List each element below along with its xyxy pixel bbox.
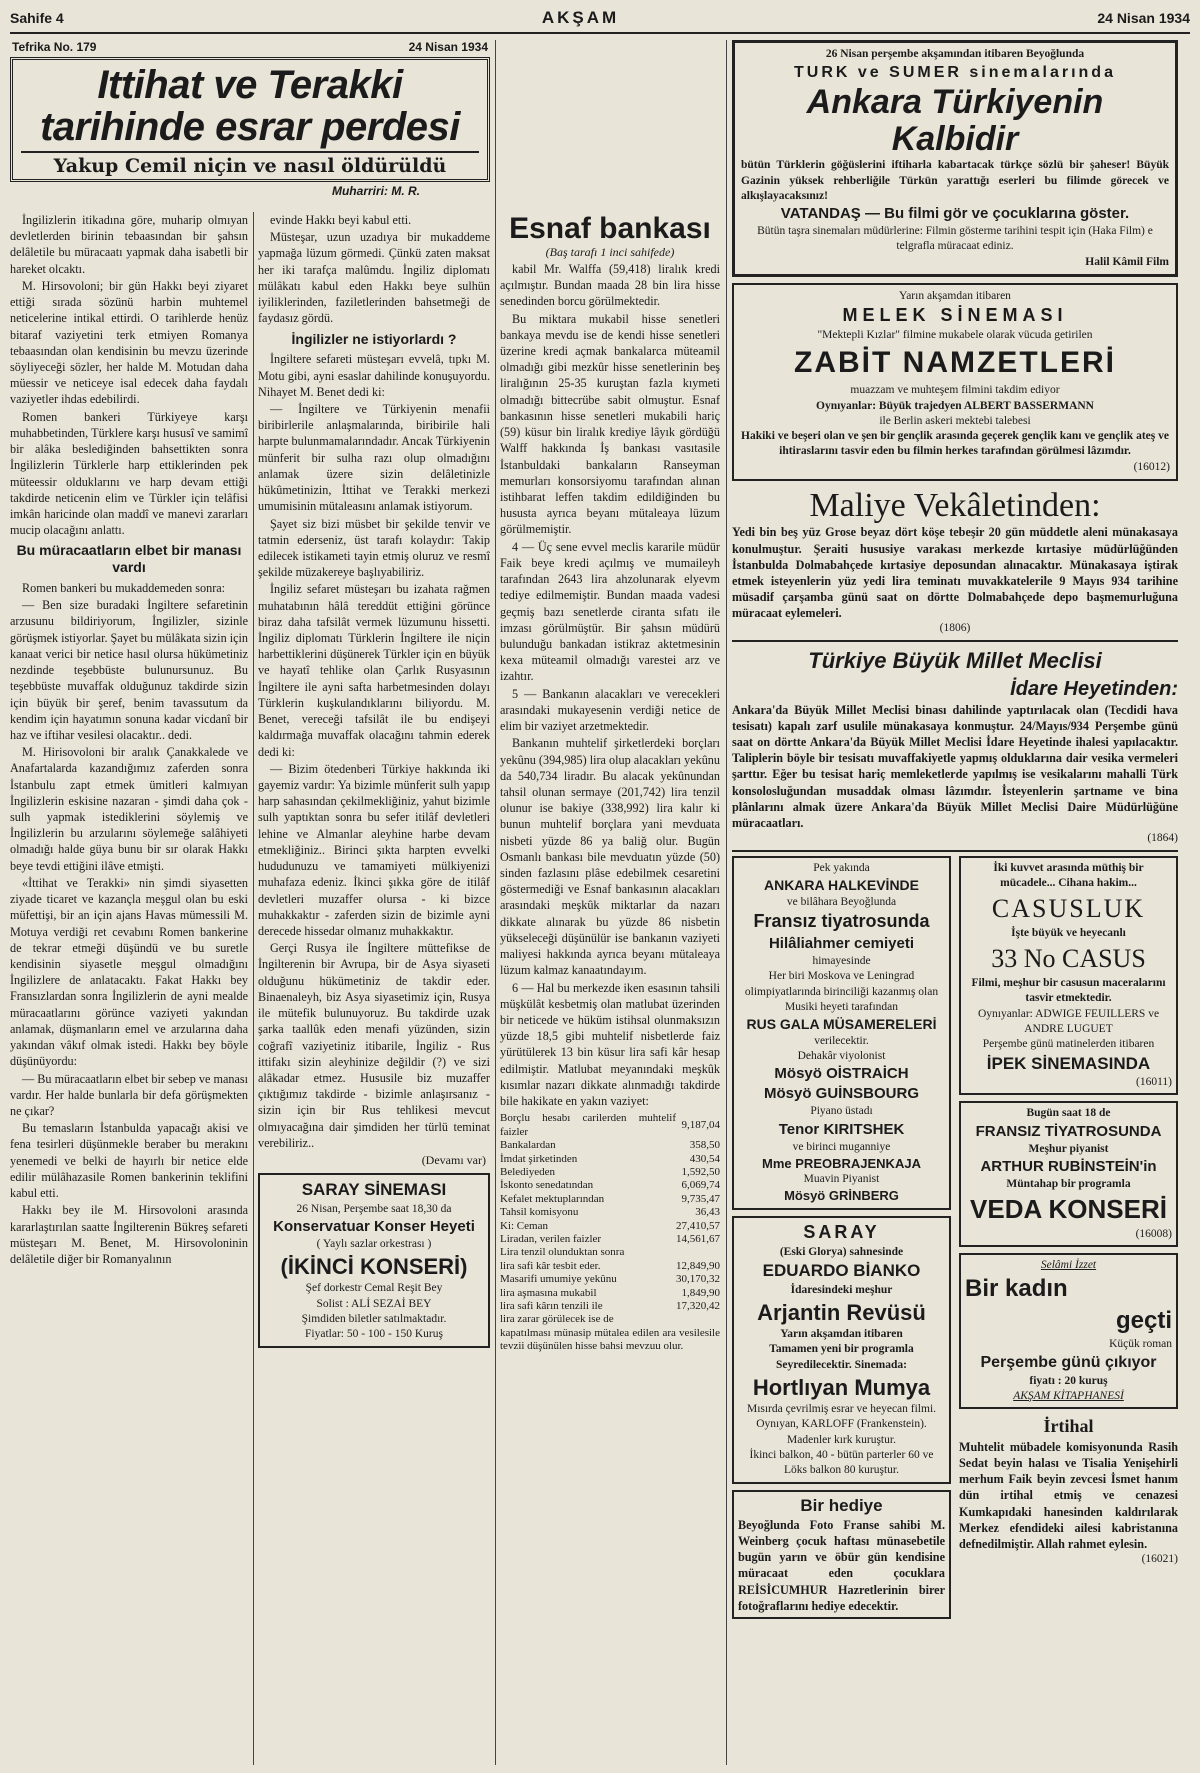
paragraph: İngiltere sefareti müsteşarı evvelâ, tıpkı M. Motu gibi, ayni esaslar dahilinde konuşuyordu. Nihayet M. Benet dedi ki: (258, 352, 490, 399)
paragraph: 5 — Bankanın alacakları ve verecekleri arasındaki mukayesenin verdiği netice de elim bir vaziyet arzetmektedir. (500, 686, 720, 734)
table-value: 6,069,74 (681, 1179, 720, 1192)
ad-film-title: Ankara Türkiyenin Kalbidir (806, 82, 1104, 158)
serial-title-box (10, 57, 490, 182)
table-row (500, 1166, 720, 1179)
table-label: lira safi kâr tesbit eder. (500, 1259, 601, 1272)
ad-code: (16011) (1136, 1076, 1172, 1089)
table-row (500, 1179, 720, 1192)
halkevi-ad (732, 856, 951, 1210)
ad-line: Meşhur piyanist (1028, 1142, 1109, 1155)
column-rule (253, 212, 254, 1765)
issue-date: 24 Nisan 1934 (1097, 10, 1190, 26)
paragraph: İngilizlerin itikadına göre, muharip olmıyan devletlerden birinin tebaasından bir şahsın delâletile bu müracaatı yapmak daha isabetli bir hareket olcaktı. (10, 213, 248, 276)
notice-text: Ankara'da Büyük Millet Meclisi binası dahilinde yaptırılacak olan (Tecdidi hava tesisatı) kapalı zarf usulile münakasaya konmuştur. 24/Mayıs/934 Perşembe günü saat on dörtte Ankara'da Büyük Millet Meclisi İdare Heyetinde ihalesi yapılacaktır. Taliplerin böyle bir tesisatı muvaffakiyetle yapmış olduklarına dair vesika vermeleri şarttır. Eğer bu tesisat hariç memleketlerde yapılmış ise vesikalarını mahalli Türk konsolosluğundan musaddak olması lâzımdır. İsteyenlerin şartname ve bina plânlarını almak üzere Ankara'da Büyük Millet Meclisi Daire Müdürlüğüne müracaatları. (732, 703, 1178, 830)
table-row (500, 1139, 720, 1152)
paragraph: — Ben size buradaki İngiltere sefaretinin arzusunu bildiriyorum, İngilizler, sizinle görüşmek istiyorlar. Şayet bu mülâkata sizin için kanaat verici bir netice hasıl olursa hükümetiniz nezdinde teşebbüste bulunursunuz. Bu teşebbüste muvaffak olduğunuz takdirde sizin için büyük bir şeref, benim tavassutum da kendim için hayatımın sonuna kadar vicdanî bir haz ve iftihar vesilesi olacaktır.. dedi. (10, 598, 248, 742)
notice-title: İrtihal (1043, 1416, 1094, 1437)
page-number: Sahife 4 (10, 10, 64, 26)
table-row (500, 1260, 720, 1273)
ad-title: MELEK SİNEMASI (842, 305, 1068, 326)
ad-line: İki kuvvet arasında müthiş bir mücadele... Cihana hakim... (993, 862, 1144, 890)
continued-note: (Devamı var) (421, 1153, 486, 1168)
paragraph: Bu temasların İstanbulda yapacağı akisi ve fena tesirleri düşünmekle beraber bu merakını yenemedi ve belki de hayırlı bir netice elde edilir mülâhazasile Romen bankerinin teklifini kabul etti. (10, 1121, 248, 1201)
paragraph: Bankanın muhtelif şirketlerdeki borçları yekûnu (394,985) lira olup alacakları yekûnu da 540,734 liradır. Bu alacak yekûnundan tahsil olunan sermaye (201,742) lira tenzil olunur ise bakiye (338,992) lira kalır ki bunun muhtelif borçlara yani mevduata nisbeti yüzde 86 ya baliğ olur. Bugün Osmanlı bankası bile mevduatın yüzde (50) sinden fazlasını plâse edebilmek cesaretini göstermediği ve Esnaf bankasının alacakları arasındaki meşkûk miktarlar da nazarı dikkate alınarak bu yüzde 86 nisbetin yükseleceği düşünülür ise bankanın vaziyeti maliyesi hakkında ayrıca beyanı mütaleaya lüzum kalmaz kanaatındayım. (500, 736, 720, 978)
ad-line: Hilâliahmer cemiyeti (768, 935, 915, 953)
ad-title: Bir hediye (800, 1495, 883, 1515)
ad-line: İkinci balkon, 40 - bütün parterler 60 ve Löks balkon 80 kuruştur. (749, 1449, 934, 1477)
veda-concert-ad (959, 1101, 1178, 1247)
serial-date: 24 Nisan 1934 (408, 40, 488, 54)
serial-subtitle: Yakup Cemil niçin ve nasıl öldürüldü (21, 151, 479, 177)
ad-line: Musiki heyeti tarafından (784, 1001, 899, 1014)
ad-line: Arjantin Revüsü (757, 1299, 926, 1325)
serial-title-line1: Ittihat ve Terakki (97, 63, 403, 107)
table-value: 17,320,42 (676, 1300, 720, 1313)
ad-line: ile Berlin askeri mektebi talebesi (879, 414, 1031, 427)
paragraph: Hakkı bey ile M. Hirsovoloni arasında kararlaştırılan saatte İngilterenin Bükreş sefareti müsteşarı M. Benet, M. Hirsovoloninin delâletile diğer bir Romanyalının (10, 1203, 248, 1266)
table-label: Masarifi umumiye yekûnu (500, 1273, 617, 1286)
table-value: 430,54 (689, 1152, 720, 1165)
saray-concert-ad (258, 1173, 490, 1348)
paragraph: İngiliz sefaret müsteşarı bu izahata rağmen muhatabının hâlâ tereddüt ettiğini görünce biraz daha tafsilât vermek lüzumunu hissetti. İngiliz diplomatı Türklerin İngiltere ile niçin harbettiklerini düşünerek Türkler için en büyük ve hayatî tehlike olan Çarlık Rusyasının İngiltere ile ayni safta harbetmesinden dolayı Türklerin kuşkulandıklarını biliyordu. M. Benet, vereceği tafsilât ile bu endişeyi kaldırmağa muvaffak olacağını tahmin ederek dedi ki: (258, 582, 490, 759)
maliye-notice (732, 487, 1178, 636)
ad-line: VEDA KONSERİ (970, 1194, 1167, 1225)
paragraph: Gerçi Rusya ile İngiltere müttefikse de İngilterenin bir Avrupa, bir de Asya siyaseti olduğunu hükümetiniz de takdir eder. Binaenaleyh, biz Asya siyasetimiz için, Rusya ile mütefik bulunuyoruz. Bu takdirde uzak şarka taallûk eden menafi yüzünden, sizin coğrafî vaziyetiniz itibarile, İngiliz - Rus ittifakı sizin aleyhinize değildir (?) ve sizi alâkadar etmez. Hususile biz muzaffer çıktığımız takdirde - bizimle anlaşırsanız - sizin için bir Rus tehlikesi mevcut olmıyacağına dair şimdiden her türlü teminat verebiliriz.. (258, 941, 490, 1150)
table-label: lira zarar görülecek ise de (500, 1313, 614, 1326)
ad-line: (İKİNCİ KONSERİ) (280, 1254, 468, 1280)
ad-line: Dehakâr viyolonist (797, 1050, 886, 1063)
notice-code: (16021) (1141, 1552, 1178, 1565)
ad-text: Beyoğlunda Foto Franse sahibi M. Weinberg çocuk haftası münasebetile bugün yarın ve öbür gün kendisine müracaat eden çocuklara REİSİCUMHUR Hazretlerinin birer fotoğraflarını hediye edecektir. (738, 1518, 945, 1613)
paragraph: Romen bankeri bu mukaddemeden sonra: (22, 580, 226, 595)
bmm-notice (732, 646, 1178, 846)
ad-line: ve bilâhara Beyoğlunda (786, 896, 897, 909)
paragraph: evinde Hakkı beyi kabul etti. (270, 213, 412, 227)
ad-title: geçti (1115, 1307, 1172, 1335)
table-row (500, 1313, 720, 1326)
ad-line: Mösyö OİSTRAİCH (774, 1065, 909, 1083)
melek-cinema-ad (732, 283, 1178, 481)
ad-line: İPEK SİNEMASINDA (986, 1053, 1151, 1073)
table-row (500, 1246, 720, 1259)
ad-line: Oynıyanlar: ADWIGE FEUILLERS ve ANDRE LUGUET (977, 1007, 1160, 1035)
ads-grid (732, 856, 1178, 1625)
ad-line: Selâmi İzzet (1040, 1259, 1097, 1272)
table-value: 12,849,90 (676, 1259, 720, 1272)
ad-line: FRANSIZ TİYATROSUNDA (975, 1122, 1162, 1140)
table-label: Belediyeden (500, 1165, 555, 1178)
paragraph: «İttihat ve Terakki» nin şimdi siyasetten ziyade ticaret ve kazançla meşgul olan bu eski müfettişi, bir an için ajans Havas mümessili M. Motuya verdiği ret cevabını Romen bankerine de tekrar etmeği düşündü ve bu suretle kendisinin siyasetle meşgul olmadığını İngilizlere de anlatacaktı. Fakat Hakkı bey Fransızlardan sonra İngilizlerin de ayni mealde müracaatlarını görünce vaziyeti yakından anlamak, düşmanların emel ve arzularına daha yakından vâkıf olmak istedi. Hakkı bey böyle düşünüyordu: (10, 875, 248, 1069)
notice-text: Yedi bin beş yüz Grose beyaz dört köşe tebeşir 20 gün müddetle aleni münakasaya konulmuştur. Şeraiti hususiye varakası merkezde kırtasiye müdürlüğünden İstanbulda Dolmabahçede kırtasiye deposundan alınacaktır. Münakasaya iştirak etmek isteyenlerin yüz yedi lira teminatı muvakkatelerile 9 Mayıs 934 tarihine müsadif çarşamba günü saat on dörtte Dolmabahçede depo başmemurluğuna müracaat eylemeleri. (732, 525, 1178, 620)
article-column-2 (258, 212, 490, 1765)
table-value: 9,187,04 (681, 1119, 720, 1132)
article-column-3 (500, 40, 720, 1765)
table-row (500, 1153, 720, 1166)
ad-line: Her biri Moskova ve Leningrad olimpiyatlarında birinciliği kazanmış olan (744, 970, 939, 998)
notice-title: Türkiye Büyük Millet Meclisi (808, 648, 1102, 674)
table-label: Ki: Ceman (500, 1219, 548, 1232)
ad-title: SARAY SİNEMASI (301, 1180, 447, 1199)
paragraph: — İngiltere ve Türkiyenin menafii biribirlerile anlaşmalarında, biribirile hali harpte bulunmamalarındadır. Ancak Türkiyenin münferit bir sulha razı olup olmadığını anlamak üzere sizin delâletinizle hükûmetinizin, İttihat ve Terakki merkezi umumisinin mütaleasını anlamak istiyorum. (258, 401, 490, 514)
ad-line: Pek yakında (813, 862, 870, 875)
ad-line: ve birinci muganniye (792, 1140, 891, 1153)
table-label: İmdat şirketinden (500, 1152, 578, 1165)
casusluk-ad (959, 856, 1178, 1095)
ad-line: AKŞAM KİTAPHANESİ (1013, 1389, 1124, 1402)
ad-line: Perşembe günü çıkıyor (980, 1354, 1157, 1372)
ad-signature: Halil Kâmil Film (1085, 255, 1169, 268)
table-row (500, 1287, 720, 1300)
ad-code: (16008) (1135, 1227, 1172, 1240)
ad-line: Tenor KIRITSHEK (778, 1120, 905, 1138)
table-row (500, 1220, 720, 1233)
hediye-ad (732, 1490, 951, 1619)
subheading: Bu müracaatların elbet bir manası vardı (16, 542, 242, 576)
ad-line: ( Yaylı sazlar orkestrası ) (316, 1237, 432, 1250)
table-label: lira safi kârın tenzili ile (500, 1300, 603, 1313)
ad-line: Müntahap bir programla (1006, 1177, 1131, 1190)
column-rule (495, 40, 496, 1765)
ad-line: 26 Nisan perşembe akşamından itibaren Beyoğlunda (825, 48, 1085, 60)
bank-article-title: Esnaf bankası (509, 212, 711, 245)
subheading: İngilizler ne istiyorlardı ? (291, 330, 457, 347)
ad-line: Şimdiden biletler satılmaktadır. (301, 1312, 447, 1325)
ad-line: Solist : ALİ SEZAİ BEY (316, 1297, 432, 1310)
notice-code: (1806) (939, 621, 971, 634)
ads-grid-right (959, 856, 1178, 1625)
table-row (500, 1233, 720, 1246)
ad-line: Yarın akşamdan itibaren (780, 1328, 903, 1341)
serial-title-line2: tarihinde esrar perdesi (40, 105, 460, 149)
notice-code: (1864) (1147, 831, 1178, 844)
article-column-1 (10, 212, 248, 1765)
table-row (500, 1206, 720, 1219)
serial-header (10, 40, 490, 200)
notice-subtitle: İdare Heyetinden: (1010, 677, 1178, 700)
ad-line: 33 No CASUS (991, 943, 1146, 973)
serial-number: Tefrika No. 179 (12, 40, 97, 54)
ad-line: Muavin Piyanist (803, 1173, 880, 1186)
ad-line: "Mektepli Kızlar" filmine mukabele olarak vücuda getirilen (817, 329, 1093, 342)
ad-line: Tamamen yeni bir programla (769, 1343, 914, 1356)
ad-film-title: ZABİT NAMZETLERİ (794, 346, 1116, 380)
ad-line: Perşembe günü matinelerden itibaren (982, 1038, 1155, 1051)
ad-line: verilecektir. (814, 1034, 869, 1047)
ad-line: Hortlıyan Mumya (752, 1374, 931, 1400)
table-note: kapatılması münasip mütalea edilen ara vesilesile tevzii düşünülen hisse bahsi mevzuu olur. (500, 1326, 720, 1353)
ad-line: ANKARA HALKEVİNDE (763, 877, 920, 894)
financial-table (500, 1112, 720, 1327)
ad-line: Küçük roman (1109, 1338, 1172, 1351)
ad-line: himayesinde (812, 955, 871, 968)
paragraph: — Bu müracaatların elbet bir sebep ve manası vardır. Her halde bunlarla bir defa görüşmekten ne çıkar? (10, 1071, 248, 1118)
table-value: 1,849,90 (681, 1286, 720, 1299)
ad-line: Bugün saat 18 de (1026, 1107, 1111, 1120)
ad-line: Filmi, meşhur bir casusun maceralarını tasvir etmektedir. (971, 977, 1166, 1005)
ad-line: muazzam ve muhteşem filmini takdim ediyor (850, 384, 1060, 397)
table-label: Liradan, verilen faizler (500, 1232, 602, 1245)
ankara-film-ad (732, 40, 1178, 277)
ad-line: EDUARDO BİANKO (762, 1260, 921, 1280)
table-row (500, 1193, 720, 1206)
ad-title: SARAY (803, 1221, 880, 1242)
table-value (676, 1246, 720, 1259)
paragraph: Müsteşar, uzun uzadıya bir mukaddeme yapmağa lüzum görmedi. Çünkü zaten maksat her iki tarafça malûmdu. İngiliz diplomatı mülâkatı kabul eden Hakkı beye sulhün iyiliklerinden, faziletlerinden bahsetmeği de faydasız gördü. (258, 230, 490, 326)
paragraph: kabil Mr. Walffa (59,418) liralık kredi açılmıştır. Bundan maada 28 bin lira hisse senedinden borcu görülmektedir. (500, 261, 720, 309)
ads-column (732, 40, 1178, 1765)
ad-line: Yarın akşamdan itibaren (899, 289, 1011, 302)
table-label: Tahsil komisyonu (500, 1206, 579, 1219)
table-value: 358,50 (689, 1139, 720, 1152)
paragraph: M. Hirisovoloni bir aralık Çanakkalede ve Anafartalarda kazandığımız zaferden sonra İstanbulu zapt etmek ümitleri kalmıyan İngilizlerin eskisine nazaran - şimdi daha çok - sulh yapmak istediklerini söylemiş ve İngilizlerin bu arzularını söylemeğe salâhiyeti olmadığı halde güya bunu bir sır olarak Hakkı beye tevdi ettiğini ilâve etmişti. (10, 745, 248, 873)
paragraph: 6 — Hal bu merkezde iken esasının tahsili müşkülât kesbetmiş olan matlubat üzerinden bir neticede ve hüküm istihsal olunmaksızın yüzde 18,5 gibi muhtelif nisbetlerde faiz yürütülerek 13 bin küsur lira safi kâr hesap edilmiştir. Matlubat meyanındaki meşkûk kısımlar nazarı dikkate alınmadığı takdirde bile hakikate en yakın vaziyet: (500, 980, 720, 1109)
newspaper-name: AKŞAM (541, 8, 620, 27)
ad-line: (Eski Glorya) sahnesinde (779, 1245, 904, 1258)
table-value: 27,410,57 (676, 1219, 720, 1232)
paragraph: — Bizim ötedenberi Türkiye hakkında iki gayemiz vardır: Ya bizimle münferit sulh yapıp harp sahasından çekilmekliğiniz, yahut bizimle sulh yaptıktan sonra bu sefer itilâf devletleri lehine ve Almanlar aleyhine harbe devam etmekliğiniz.. Birinci şıkta harpten evvelki hududunuzu ve tamamiyeti mülkiyenizi muhafaza edeniz. İkinci şıkka göre de itilâf devletleri muzaffer olursa - ki bizce muhakkaktır - zaferden sizin de bizimle ayni derecede hissedar olmanız muhakkaktır. (258, 761, 490, 938)
table-value (676, 1313, 720, 1326)
ads-grid-left (732, 856, 951, 1625)
ad-line: İşte büyük ve heyecanlı (1011, 927, 1126, 940)
table-label: Kefalet mektuplarından (500, 1192, 605, 1205)
ad-line: Bütün taşra sinemaları müdürlerine: Filmin gösterme tarihini tespit için (Haka Film) e telgrafla müracaat ediniz. (757, 225, 1153, 253)
table-label: Lira tenzil olunduktan sonra (500, 1246, 625, 1259)
ad-line: Konservatuar Konser Heyeti (273, 1217, 475, 1235)
ad-line: TURK ve SUMER sinemalarında (794, 64, 1116, 82)
ad-line: Fransız tiyatrosunda (753, 911, 930, 932)
irtihal-notice (959, 1415, 1178, 1567)
table-value: 1,592,50 (681, 1165, 720, 1178)
kitap-ad (959, 1253, 1178, 1409)
table-label: Borçlu hesabı carilerden muhtelif faizler (500, 1112, 676, 1138)
ad-line: Oynıyanlar: Büyük trajedyen ALBERT BASSERMANN (816, 399, 1094, 412)
ad-line: Seyredilecektir. Sinemada: (776, 1358, 907, 1371)
notice-title: Maliye Vekâletinden: (809, 487, 1101, 525)
ad-line: Mısırda çevrilmiş esrar ve heyecan filmi. Oynıyan, KARLOFF (Frankenstein). Madenler kırk kuruştur. (746, 1403, 937, 1446)
table-row (500, 1112, 720, 1139)
ad-line: Hakiki ve beşeri olan ve şen bir gençlik arasında geçerek gençlik kanı ve gençlik ateş ve ihtiraslarını tasvir eden bu filmin herkes tarafından görülmesi lâzımdır. (741, 430, 1169, 458)
paragraph: Romen bankeri Türkiyeye karşı muhabbetinden, Türklere karşı hususî ve samimî bir alâka beslediğinden bahsettikten sonra İngilizlerin Türklerle harp ettiklerinden pek müteessir olduklarını ve harp devam ettiği takdirde neticenin elim ve Türkler için telâfisi imkân haricinde olan maddî ve manevi zararları mucip olacağını anlattı. (10, 409, 248, 538)
ad-line: fiyatı : 20 kuruş (1029, 1374, 1108, 1387)
table-label: İskonto senedatından (500, 1179, 594, 1192)
paragraph: Şayet siz bizi müsbet bir şekilde tenvir ve tatmin ederseniz, üst tarafı kolaydır: Takip edilecek istikameti tayin etmiş oluruz ve resmî şekilde müzakereye başlıyabiliriz. (258, 516, 490, 580)
ad-line: Şef dorkestr Cemal Reşit Bey (305, 1282, 443, 1295)
ad-line: Mme PREOBRAJENKAJA (762, 1155, 921, 1171)
ad-line: Piyano üstadı (810, 1105, 873, 1118)
ad-line: bütün Türklerin göğüslerini iftiharla kabartacak türkçe sözlü bir şaheser! Büyük Gazinin yüksek rehberliğile Türkün yarattığı eserleri bu filimde görecek ve alkışlayacaksınız! (741, 159, 1169, 202)
table-value: 9,735,47 (681, 1192, 720, 1205)
table-value: 36,43 (695, 1206, 720, 1219)
serial-author: Muharriri: M. R. (331, 184, 420, 198)
ad-line: Mösyö GUİNSBOURG (763, 1085, 919, 1103)
paragraph: M. Hirsovoloni; bir gün Hakkı beyi ziyaret ettiği sırada sözünü harbin muhtemel neticelerine intikal ettirdi. O tarihlerde henüz bitaraf vaziyetini terk etmiyen Romanya tebaasından olan kendisinin bu mevzu üzerinde söyliyeceği sözler, her halde M. Motudan daha müessir ve neticeye isal edecek daha faydalı vaziyetler ihdas edebilirdi. (10, 278, 248, 407)
ad-title: Bir kadın (965, 1275, 1068, 1303)
table-label: Bankalardan (500, 1139, 556, 1152)
paragraph: 4 — Üç sene evvel meclis kararile müdür Faik beye kredi açılmış ve mumaileyh tarafından 2643 lira ahzolunarak elyevm tediye edilmemiştir. Bundan maada vadesi geçmiş bazı senetlerde ciranta sıfatı ile imzası görülmüştür. Bir şahsın müdürü bulunduğu bankadan istikraz aktetmesinin kexa müteamil olmadığı varestei arz ve izahtır. (500, 539, 720, 684)
saray-revue-ad (732, 1216, 951, 1484)
ad-line: ARTHUR RUBİNSTEİN'in (980, 1157, 1157, 1175)
table-value: 14,561,67 (676, 1232, 720, 1245)
column-rule (726, 40, 727, 1765)
notice-text: Muhtelit mübadele komisyonunda Rasih Sedat beyin halası ve Tisalia Yenişehirli merhum Faik beyin zevcesi İsmet hanım dün irtihal etmiş ve cenazesi Kumkapıdaki hanesinden kaldırılarak Merkez efendideki ailesi kabristanına defnedilmiştir. Allah rahmet eylesin. (959, 1440, 1178, 1551)
ad-line: RUS GALA MÜSAMERELERİ (746, 1016, 937, 1033)
ad-line: Mösyö GRİNBERG (784, 1188, 899, 1204)
ad-code: (16012) (1133, 460, 1170, 473)
bank-article-subtitle: (Baş tarafı 1 inci sahifede) (545, 245, 675, 259)
masthead (10, 8, 1190, 34)
ad-line: İdaresindeki meşhur (790, 1283, 893, 1296)
table-label: lira aşmasına mukabil (500, 1286, 597, 1299)
table-row (500, 1300, 720, 1313)
columns (10, 40, 1190, 1765)
ad-line: VATANDAŞ — Bu filmi gör ve çocuklarına göster. (780, 205, 1130, 223)
table-value: 30,170,32 (676, 1273, 720, 1286)
paragraph: Bu miktara mukabil hisse senetleri bankaya mevdu ise de kendi hisse senetleri üzerine kredi açmak bankalarca müteamil olmadığı gibi mezkûr hisse senetlerinin beş liralığının 25-35 kuruştan fazla kıymeti olmadığı bittecrübe sabit olmuştur. Esnaf bankasının hisse senetleri mukabili hariç (59) küsur bin liralık krediye lâyık gördüğü Walff hakkında İş bankası vasıtasile İstanbuldaki bankaların Ranseyman memurları konsorsiyomu tarafından alınan istihbarat leffen takdim edildiğinden bu hususta ayrıca beyanı mütaleaya lüzum görülmemiştir. (500, 311, 720, 537)
ad-line: 26 Nisan, Perşembe saat 18,30 da (296, 1202, 452, 1215)
ad-title: CASUSLUK (991, 893, 1146, 923)
table-row (500, 1273, 720, 1286)
ad-line: Fiyatlar: 50 - 100 - 150 Kuruş (305, 1328, 443, 1341)
